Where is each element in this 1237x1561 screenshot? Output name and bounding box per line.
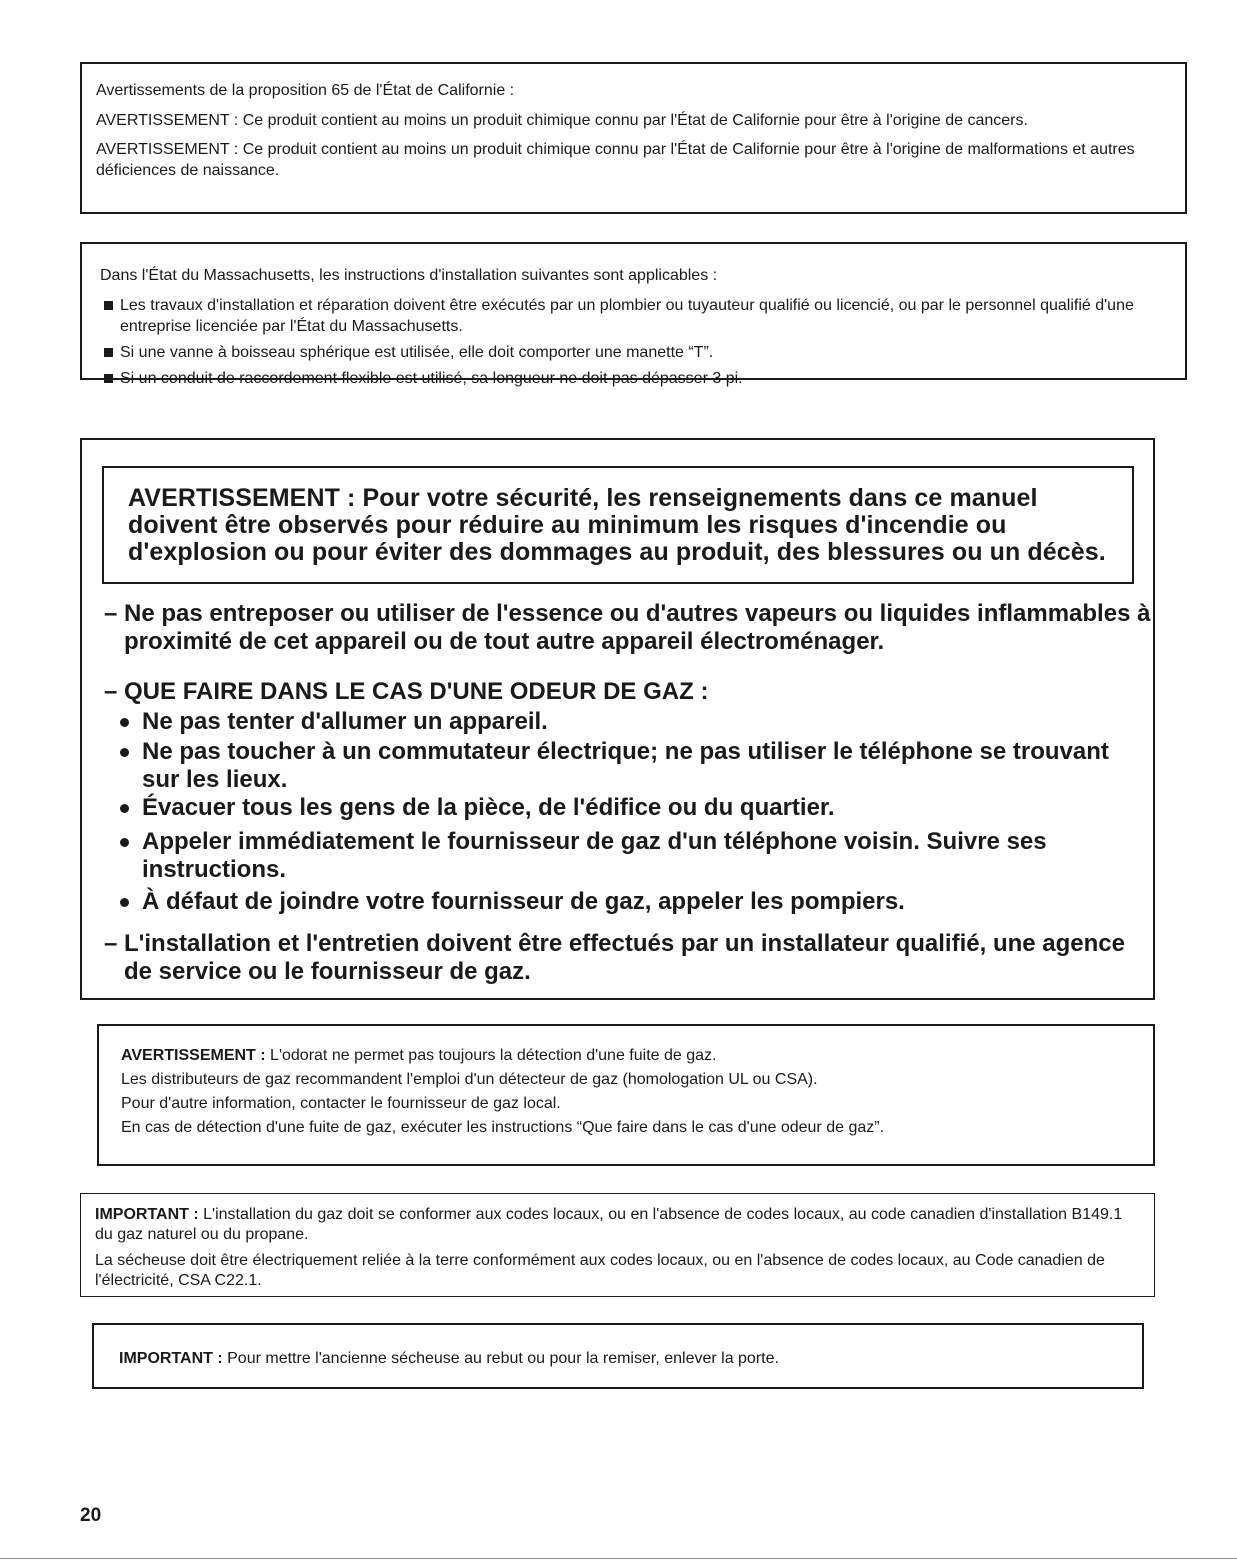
gas-odor-step <box>118 794 1128 822</box>
round-bullet-icon <box>120 718 129 727</box>
list-item <box>100 295 1167 337</box>
odor-notice-line <box>121 1045 1135 1066</box>
step-text: Appeler immédiatement le fournisseur de gaz d'un téléphone voisin. Suivre ses instructions. <box>142 828 1047 883</box>
massachusetts-intro: Dans l'État du Massachusetts, les instructions d'installation suivantes sont applicables : <box>100 267 718 284</box>
qualified-installer-instruction: – L'installation et l'entretien doivent être effectués par un installateur qualifié, une agence de service ou le fournisseur de gaz. <box>104 930 1125 985</box>
bottom-rule <box>0 1558 1237 1559</box>
gas-code-paragraph <box>95 1205 1142 1245</box>
important-label: IMPORTANT : <box>119 1350 223 1367</box>
odor-notice-line: En cas de détection d'une fuite de gaz, exécuter les instructions “Que faire dans le cas d'une odeur de gaz”. <box>121 1119 885 1136</box>
step-text: Ne pas toucher à un commutateur électrique; ne pas utiliser le téléphone se trouvant sur les lieux. <box>142 738 1109 793</box>
safety-warning-box <box>80 438 1155 1000</box>
gas-odor-step <box>118 738 1128 794</box>
gas-code-text: L'installation du gaz doit se conformer aux codes locaux, ou en l'absence de codes locaux, au code canadien d'installation B149.1 du gaz naturel ou du propane. <box>95 1206 1123 1243</box>
round-bullet-icon <box>120 838 129 847</box>
odor-notice-text: L'odorat ne permet pas toujours la détection d'une fuite de gaz. <box>265 1047 717 1064</box>
gas-odor-notice-box <box>97 1024 1155 1166</box>
square-bullet-icon <box>104 374 113 383</box>
massachusetts-box <box>80 242 1187 387</box>
prop65-warning-box <box>80 62 1187 214</box>
safety-headline: AVERTISSEMENT : Pour votre sécurité, les renseignements dans ce manuel doivent être observés pour réduire au minimum les risques d'incendie ou d'explosion ou pour éviter des dommages au produit, des blessures ou un décès. <box>128 484 1106 566</box>
square-bullet-icon <box>104 301 113 310</box>
list-item-text: Les travaux d'installation et réparation doivent être exécutés par un plombier ou tuyauteur qualifié ou licencié, ou par le personnel qualifié d'une entreprise licenciée par l'État du Massachusetts. <box>120 297 1134 335</box>
safety-headline-box <box>102 466 1134 584</box>
gas-odor-step <box>118 888 1128 916</box>
prop65-birth-defect-warning: AVERTISSEMENT : Ce produit contient au moins un produit chimique connu par l'État de Californie pour être à l'origine de malformations et autres déficiences de naissance. <box>96 141 1135 179</box>
step-text: À défaut de joindre votre fournisseur de gaz, appeler les pompiers. <box>142 888 905 915</box>
no-flammables-instruction: – Ne pas entreposer ou utiliser de l'essence ou d'autres vapeurs ou liquides inflammables à proximité de cet appareil ou de tout autre appareil électroménager. <box>104 600 1151 655</box>
gas-odor-heading: – QUE FAIRE DANS LE CAS D'UNE ODEUR DE GAZ : <box>104 678 709 705</box>
list-item-text: Si une vanne à boisseau sphérique est utilisée, elle doit comporter une manette “T”. <box>120 344 714 361</box>
prop65-title: Avertissements de la proposition 65 de l'État de Californie : <box>96 82 515 99</box>
electrical-ground-paragraph: La sécheuse doit être électriquement reliée à la terre conformément aux codes locaux, ou en l'absence de codes locaux, au Code canadien de l'électricité, CSA C22.1. <box>95 1252 1105 1289</box>
door-removal-text: Pour mettre l'ancienne sécheuse au rebut ou pour la remiser, enlever la porte. <box>222 1350 779 1367</box>
gas-odor-step <box>118 828 1128 884</box>
round-bullet-icon <box>120 748 129 757</box>
list-item <box>100 342 1167 363</box>
odor-notice-line: Pour d'autre information, contacter le fournisseur de gaz local. <box>121 1095 561 1112</box>
round-bullet-icon <box>120 804 129 813</box>
prop65-cancer-warning: AVERTISSEMENT : Ce produit contient au moins un produit chimique connu par l'État de Californie pour être à l'origine de cancers. <box>96 112 1028 129</box>
important-label: IMPORTANT : <box>95 1206 199 1223</box>
step-text: Évacuer tous les gens de la pièce, de l'édifice ou du quartier. <box>142 794 835 821</box>
important-door-box <box>92 1323 1144 1389</box>
list-item <box>100 368 1167 389</box>
gas-odor-step <box>118 708 1128 736</box>
door-removal-paragraph <box>119 1349 1142 1369</box>
round-bullet-icon <box>120 898 129 907</box>
step-text: Ne pas tenter d'allumer un appareil. <box>142 708 548 735</box>
square-bullet-icon <box>104 348 113 357</box>
massachusetts-list <box>100 295 1167 389</box>
odor-notice-label: AVERTISSEMENT : <box>121 1047 266 1064</box>
list-item-text: Si un conduit de raccordement flexible est utilisé, sa longueur ne doit pas dépasser 3 pi. <box>120 370 743 387</box>
important-gas-code-box <box>80 1193 1155 1297</box>
page-number: 20 <box>80 1505 102 1526</box>
odor-notice-line: Les distributeurs de gaz recommandent l'emploi d'un détecteur de gaz (homologation UL ou CSA). <box>121 1071 818 1088</box>
